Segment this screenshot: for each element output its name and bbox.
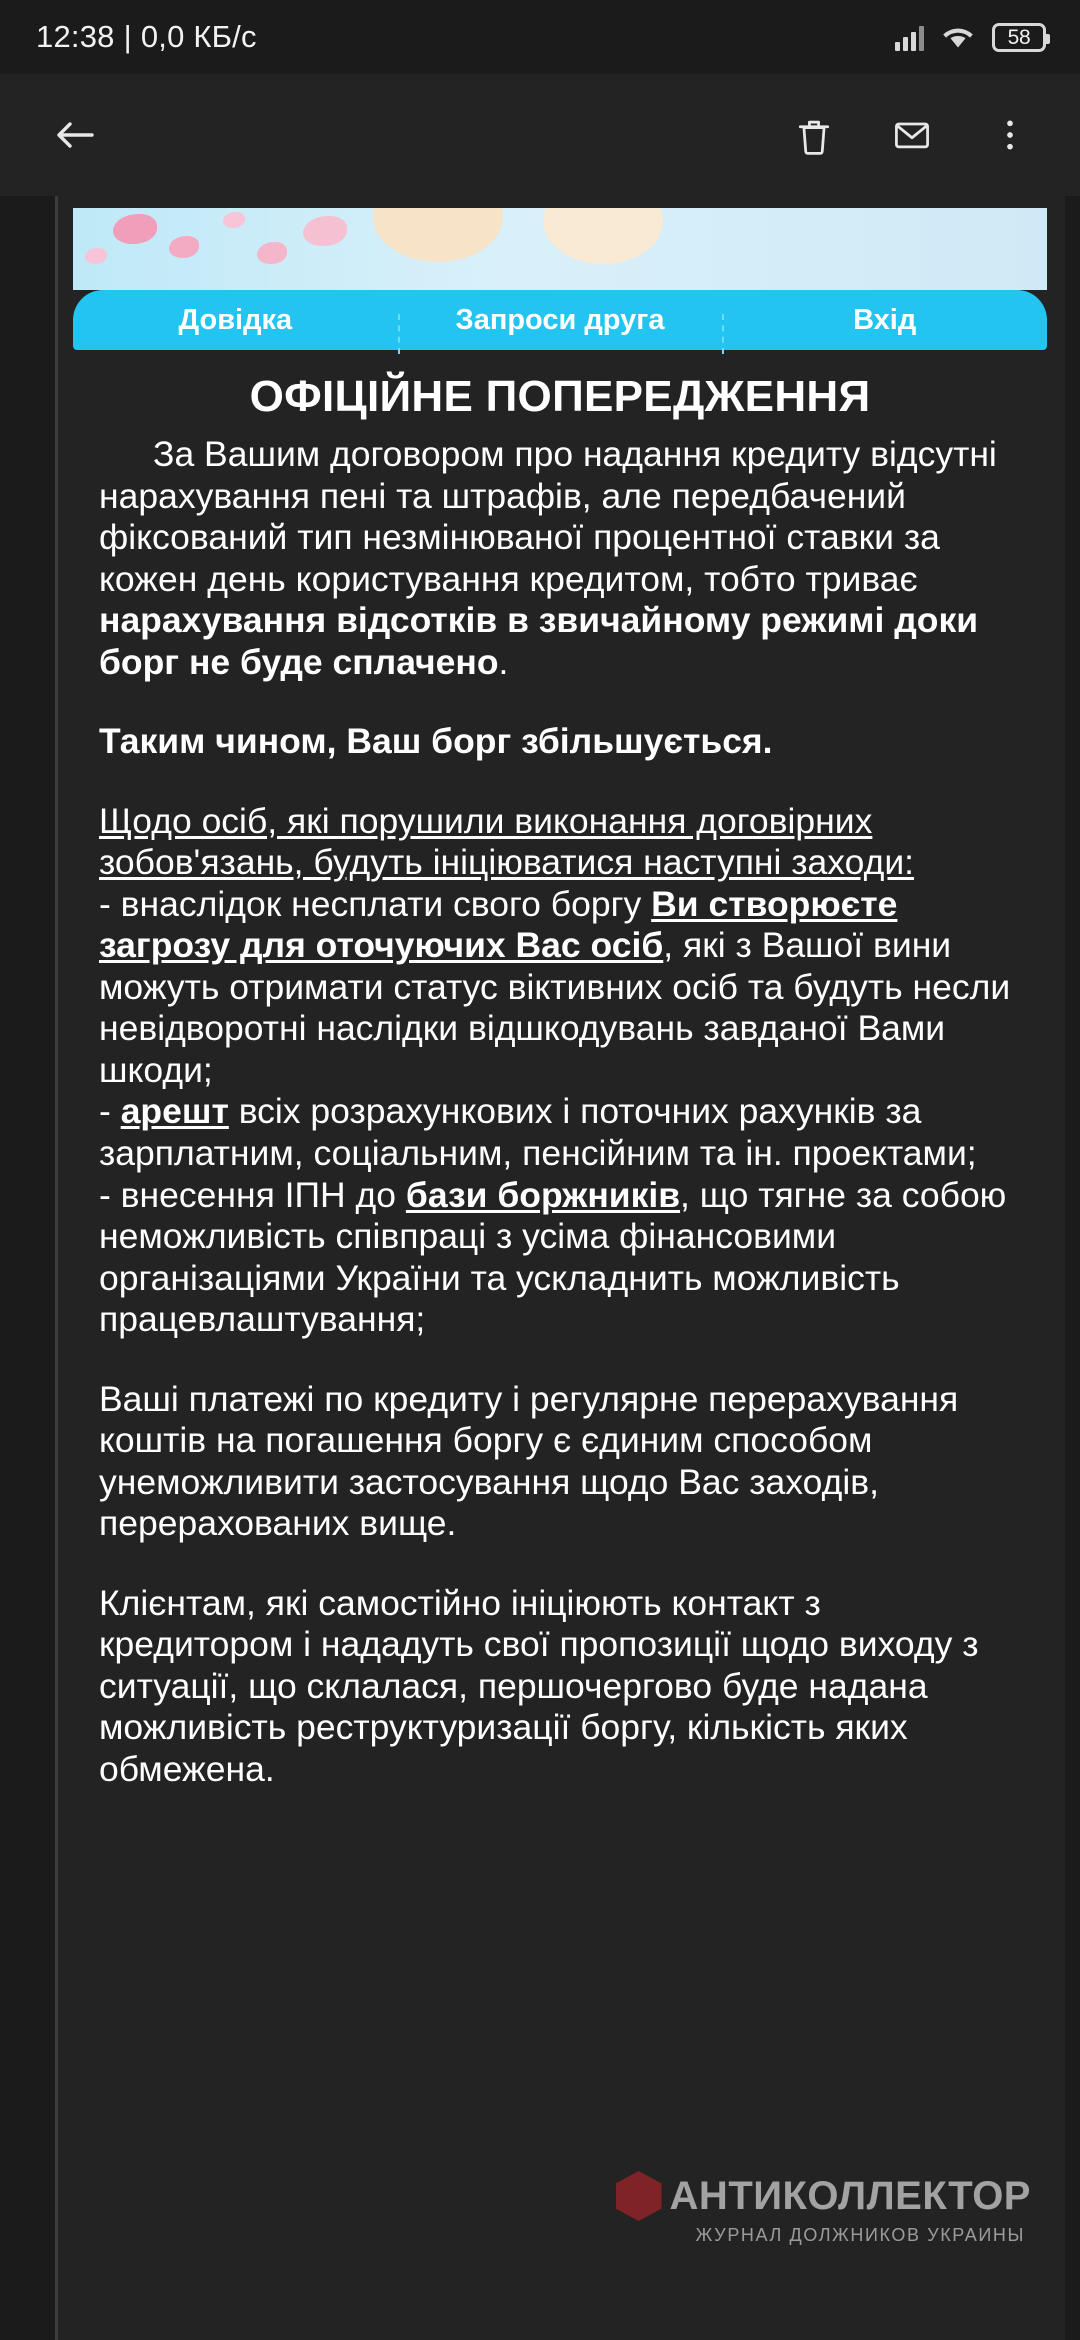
letter-p1-bold: нарахування відсотків в звичайному режимі доки борг не буде сплачено	[99, 600, 979, 682]
signal-icon	[895, 23, 924, 51]
watermark	[616, 2171, 1031, 2246]
header-banner-image	[73, 208, 1047, 290]
letter-p6-emphasis: бази боржників	[405, 1174, 681, 1215]
letter-p1-part-a: За Вашим договором про надання кредиту відсутні нарахування пені та штрафів, але передбачений фіксований тип незмінюваної процентної ставки за кожен день користування кредитом, тобто триває	[99, 434, 997, 599]
nav-invite-friend[interactable]	[398, 304, 723, 337]
letter-p5-part-b: всіх розрахункових і поточних рахунків за зарплатним, соціальним, пенсійним та ін. проектами;	[99, 1091, 977, 1173]
battery-percent: 58	[1007, 25, 1031, 49]
page-left-rail	[55, 196, 58, 2340]
letter-title: ОФІЦІЙНЕ ПОПЕРЕДЖЕННЯ	[249, 372, 871, 421]
letter-p6-part-b: , що тягне за собою неможливість співпраці з усіма фінансовими організаціями України та ускладнить можливість працевлаштування;	[99, 1174, 1007, 1340]
nav-help-label: Довідка	[178, 303, 293, 336]
watermark-title: АНТИКОЛЛЕКТОР	[669, 2173, 1031, 2218]
letter-p4-part-b: , які з Вашої вини можуть отримати статус віктивних осіб та будуть несли невідворотні наслідки відшкодувань завданої Вами шкоди;	[99, 925, 1011, 1090]
letter-paragraph-1	[99, 434, 1021, 683]
nav-login-label: Вхід	[853, 303, 917, 336]
nav-login[interactable]	[722, 304, 1047, 337]
delete-button[interactable]	[778, 99, 850, 171]
status-bar-right	[895, 23, 1046, 52]
letter-p5-emphasis: арешт	[120, 1091, 229, 1132]
letter-paragraph-3	[99, 801, 1021, 884]
status-time: 12:38	[36, 19, 115, 54]
battery-icon	[992, 23, 1046, 52]
letter-p6-part-a: - внесення ІПН до	[99, 1174, 406, 1215]
status-separator: |	[123, 19, 132, 54]
letter-paragraph-4	[99, 884, 1021, 1092]
nav-invite-friend-label: Запроси друга	[455, 303, 665, 336]
mail-button[interactable]	[876, 99, 948, 171]
watermark-row	[616, 2171, 1031, 2221]
letter-paragraph-5	[99, 1091, 1021, 1174]
message-page	[55, 196, 1065, 2340]
letter-paragraph-7: Ваші платежі по кредиту і регулярне перерахування коштів на погашення боргу є єдиним способом унеможливити застосування щодо Вас заходів, перерахованих вище.	[99, 1378, 959, 1544]
letter-p4-emphasis: Ви створюєте загрозу для оточуючих Вас осіб	[99, 883, 898, 966]
letter-p3-underline: Щодо осіб, які порушили виконання договірних зобов'язань, будуть ініціюватися наступні заходи:	[99, 800, 915, 883]
status-bar-left	[36, 19, 257, 55]
letter-p5-part-a: -	[99, 1091, 121, 1132]
status-bar	[0, 0, 1080, 74]
letter-paragraph-2	[99, 721, 1021, 763]
email-content-area[interactable]	[0, 196, 1080, 2340]
status-data-rate: 0,0 КБ/с	[140, 19, 257, 54]
letter-body	[55, 350, 1065, 1790]
letter-paragraph-8: Клієнтам, які самостійно ініціюють контакт з кредитором і нададуть свої пропозиції щодо виходу з ситуації, що склалася, першочергово буде надана можливість реструктуризації боргу, кількість яких обмежена.	[99, 1582, 979, 1789]
app-toolbar	[0, 74, 1080, 196]
letter-paragraph-6	[99, 1175, 1021, 1341]
nav-help[interactable]	[73, 304, 398, 337]
back-button[interactable]	[38, 99, 110, 171]
hex-badge-icon	[616, 2171, 662, 2221]
letter-p1-part-b: .	[498, 641, 509, 682]
watermark-subtitle: ЖУРНАЛ ДОЛЖНИКОВ УКРАИНЫ	[695, 2225, 1025, 2245]
letter-p4-part-a: - внаслідок несплати свого боргу	[99, 883, 652, 924]
wifi-icon	[941, 24, 975, 50]
more-options-button[interactable]	[974, 99, 1046, 171]
letter-p2-bold: Таким чином, Ваш борг збільшується.	[99, 721, 773, 762]
banner-nav-bar	[73, 290, 1047, 350]
